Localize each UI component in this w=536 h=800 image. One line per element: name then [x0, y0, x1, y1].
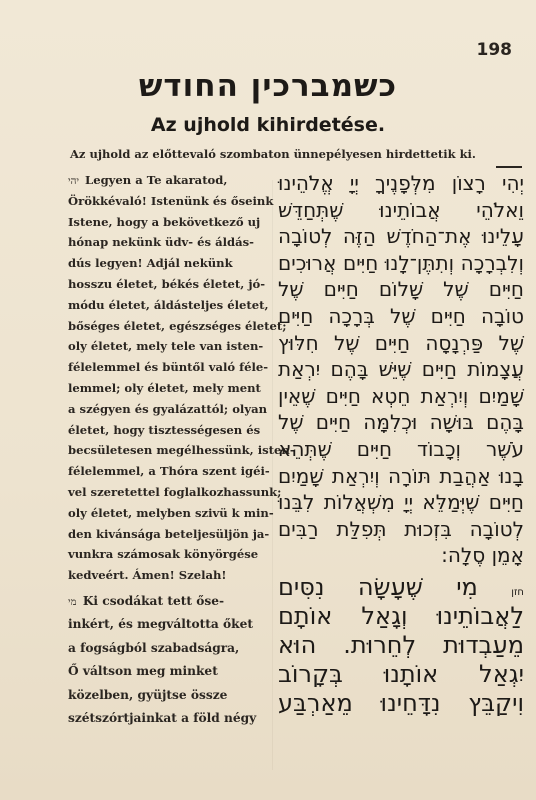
hebrew-line: לַאֲבוֹתֵינוּ וְגָאַל אוֹתָם [278, 601, 524, 630]
translation-line: יהי Legyen a Te akaratod, [68, 173, 228, 187]
translation-line: a fogságból szabadságra, [68, 640, 240, 655]
translation-line: vel szeretettel foglalkozhassunk; [68, 484, 282, 499]
hebrew-line: חַיִּים שֶׁיְּמַלֵּא יְיָ מִשְׁאֲלוֹת לִבֵּנוּ [278, 490, 524, 515]
translation-line: kedveért. Ámen! Szelah! [68, 568, 227, 583]
hebrew-marker: חזן [511, 586, 524, 598]
translation-line: félelemmel és büntől való féle- [68, 360, 269, 375]
translation-line: Istene, hogy a bekövetkező uj [68, 214, 261, 229]
hebrew-line: בָּהֶם בּוּשָׁה וּכְלִמָּה חַיִּים שֶׁל [278, 410, 524, 435]
hebrew-marker: מי [68, 596, 77, 608]
translation-line: életet, hogy tisztességesen és [68, 422, 261, 437]
hebrew-marker: יהי [68, 176, 79, 187]
hebrew-line: שֶׁל פַּרְנָסָה חַיִּים שֶׁל חִלּוּץ [278, 330, 524, 355]
hebrew-line: אָמֵן סֶלָה: [441, 543, 524, 568]
intro-rule [496, 166, 522, 168]
hebrew-line: מֵעַבְדוּת לְחֵרוּת. הוּא [278, 630, 524, 659]
page-number: 198 [476, 40, 512, 60]
translation-line: Örökkévaló! Istenünk és őseink [68, 193, 274, 208]
hebrew-line: עָלֵינוּ אֶת־הַחֹדֶשׁ הַזֶּה לְטוֹבָה [278, 224, 524, 249]
translation-line: lemmel; oly életet, mely ment [68, 380, 261, 395]
hebrew-line: עֹשֶׁר וְכָבוֹד חַיִּים שֶׁתְּהֵא [278, 436, 524, 461]
hebrew-title: כשמברכין החודש [138, 68, 398, 104]
hungarian-column [68, 170, 295, 730]
translation-line: közelben, gyüjtse össze [68, 687, 228, 702]
hebrew-line: יִגְאַל אוֹתָנוּ בְּקָרוֹב [278, 659, 524, 688]
hebrew-line: בָנוּ אַהֲבַת תּוֹרָה וְיִרְאַת שָׁמַיִם [278, 463, 524, 488]
translation-line: szétszórtjainkat a föld négy [68, 710, 257, 725]
hebrew-column [278, 170, 524, 718]
hebrew-line: שָׁמַיִם וְיִרְאַת חֵטְא חַיִּים שֶׁאֵין [278, 383, 524, 408]
translation-line: vunkra számosak könyörgése [68, 547, 259, 562]
translation-line: oly életet, mely tele van isten- [68, 339, 264, 354]
hebrew-line: חַיִּים שֶׁל שָׁלוֹם חַיִּים שֶׁל [278, 277, 524, 302]
hebrew-line: חזן מִי שֶׁעָשָׂה נִסִּים [278, 572, 524, 601]
hebrew-line: וְלִבְרָכָה וְתִתֶּן־לָנוּ חַיִּים אֲרוּכִים [278, 250, 524, 275]
translation-line: félelemmel, a Thóra szent igéi- [68, 464, 270, 479]
translation-line: hosszu életet, békés életet, jó- [68, 276, 266, 291]
translation-line: מי Ki csodákat tett őse- [68, 593, 225, 608]
hebrew-line: עֲצָמוֹת חַיִּים שֶׁיֵּשׁ בָּהֶם יִרְאַת [278, 357, 524, 382]
hebrew-line: וִיקַבֵּץ נִדָּחֵינוּ מֵאַרְבַּע [278, 688, 524, 717]
column-divider [272, 180, 273, 770]
translation-line: becsületesen megélhessünk, isten- [68, 443, 295, 458]
intro-text: Az ujhold az előttevaló szombaton ünnepélyesen hirdettetik ki. [70, 147, 476, 161]
hebrew-line: לְטוֹבָה בִּזְכוּת תְּפִלַּת רַבִּים [278, 516, 524, 541]
hebrew-line: טוֹבָה חַיִּים שֶׁל בְּרָכָה חַיִּים [278, 303, 524, 328]
translation-line: bőséges életet, egészséges életet; [68, 318, 287, 333]
translation-line: oly életet, melyben szivü k min- [68, 505, 274, 520]
translation-line: inkért, és megváltotta őket [68, 617, 253, 632]
section-title: Az ujhold kihirdetése. [150, 114, 386, 136]
translation-line: Ő váltson meg minket [68, 664, 218, 679]
translation-line: módu életet, áldásteljes életet, [68, 297, 269, 312]
hebrew-line: וֵאלֹהֵי אֲבוֹתֵינוּ שֶׁתְּחַדֵּשׁ [278, 197, 524, 222]
translation-line: hónap nekünk üdv- és áldás- [68, 235, 254, 250]
translation-line: dús legyen! Adjál nekünk [68, 256, 233, 271]
hebrew-line: יְהִי רָצוֹן מִלְּפָנֶיךָ יְיָ אֱלֹהֵינוּ [278, 171, 524, 195]
translation-line: a szégyen és gyalázattól; olyan [68, 401, 268, 416]
translation-line: den kivánsága beteljesüljön ja- [68, 526, 270, 541]
